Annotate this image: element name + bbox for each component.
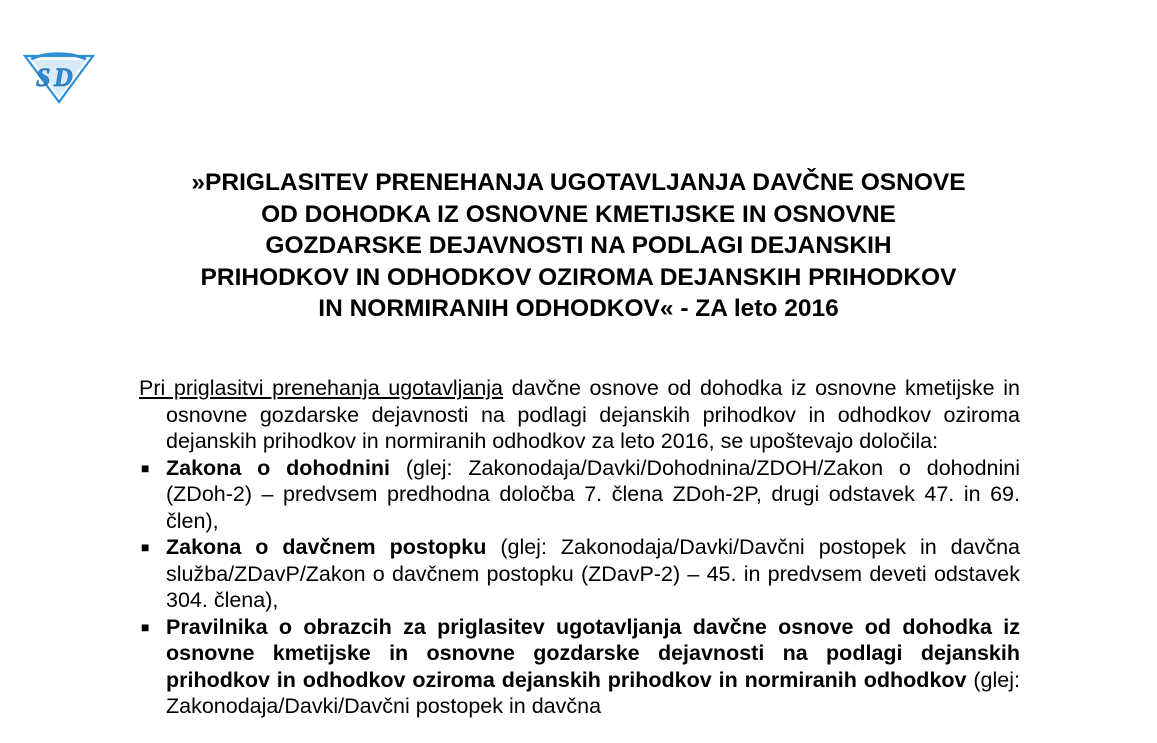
- title-line: GOZDARSKE DEJAVNOSTI NA PODLAGI DEJANSKIH: [265, 232, 892, 259]
- document-title: [130, 167, 1027, 325]
- title-line: OD DOHODKA IZ OSNOVNE KMETIJSKE IN OSNOVNE: [261, 200, 896, 228]
- list-item-title: Zakona o davčnem postopku: [166, 535, 487, 559]
- list-item-title: Zakona o dohodnini: [166, 455, 391, 480]
- square-bullet-icon: ■: [141, 539, 150, 555]
- title-line: PRIHODKOV IN ODHODKOV OZIROMA DEJANSKIH PRIHODKOV: [200, 263, 957, 291]
- svg-text:D: D: [54, 63, 73, 92]
- shield-logo-icon: [22, 50, 96, 104]
- document-body: [139, 375, 1020, 720]
- title-line: »PRIGLASITEV PRENEHANJA UGOTAVLJANJA DAVČNE OSNOVE: [191, 169, 966, 196]
- intro-text: davčne osnove od dohodka iz osnovne kmetijske in osnovne gozdarske dejavnosti na podlagi dejanskih prihodkov in odhodkov oziroma dejanskih prihodkov in normiranih odhodkov za leto 2016, se upoštevajo določila:: [166, 376, 1020, 453]
- sd-logo: [22, 50, 96, 104]
- square-bullet-icon: ■: [141, 618, 150, 635]
- list-item-title: Pravilnika o obrazcih za priglasitev ugotavljanja davčne osnove od dohodka iz osnovne kmetijske in osnovne gozdarske dejavnosti na podlagi dejanskih prihodkov in odhodkov oziroma dejanskih prihodkov in normiranih odhodkov: [166, 614, 1020, 692]
- list-item: [139, 534, 1020, 614]
- square-bullet-icon: ■: [141, 459, 150, 476]
- list-item-text: (glej: Zakonodaja/Davki/Dohodnina/ZDOH/Zakon o dohodnini (ZDoh-2) – predvsem predhodna določba 7. člena ZDoh-2P, drugi odstavek 47. in 69. člen),: [166, 455, 1021, 533]
- list-item-text: (glej: Zakonodaja/Davki/Davčni postopek in davčna služba/ZDavP/Zakon o davčnem postopku (ZDavP-2) – 45. in predvsem deveti odstavek 304. člena),: [166, 535, 1021, 612]
- list-item: [139, 614, 1020, 720]
- list-item-text: (glej: Zakonodaja/Davki/Davčni postopek in davčna: [166, 667, 1020, 718]
- regulations-list: [139, 455, 1020, 720]
- title-line: IN NORMIRANIH ODHODKOV« - ZA leto 2016: [318, 295, 839, 322]
- intro-underlined-text: Pri priglasitvi prenehanja ugotavljanja: [139, 376, 504, 400]
- list-item: [139, 455, 1020, 535]
- svg-text:S: S: [36, 63, 51, 92]
- intro-paragraph: [139, 375, 1020, 455]
